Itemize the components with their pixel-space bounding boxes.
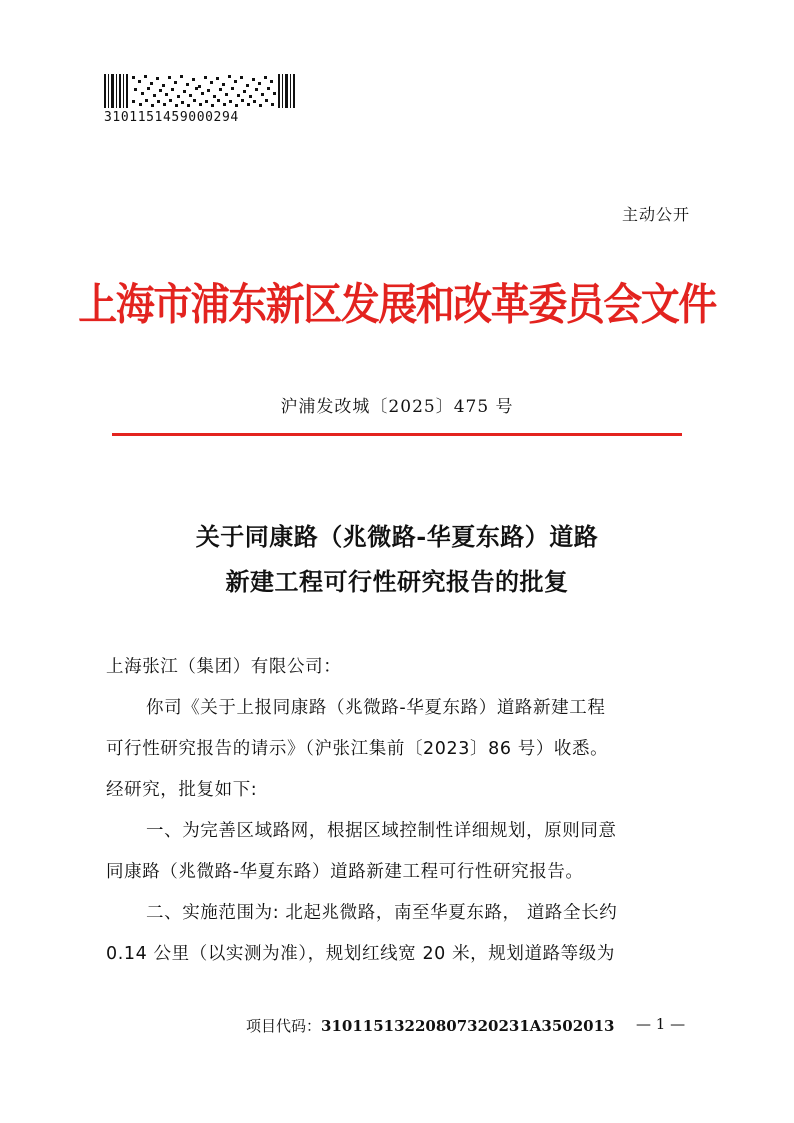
disclosure-label: 主动公开	[621, 205, 690, 224]
subject-title-line-1: 关于同康路（兆微路-华夏东路）道路	[195, 522, 599, 551]
body-paragraph-line: 0.14 公里（以实测为准），规划红线宽 20 米，规划道路等级为	[106, 944, 615, 964]
subject-title-line-2: 新建工程可行性研究报告的批复	[225, 567, 569, 596]
project-code-value: 3101151322080732023​1A3502013	[321, 1017, 615, 1035]
body-paragraph-line: 同康路（兆微路-华夏东路）道路新建工程可行性研究报告。	[106, 862, 584, 882]
body-paragraph-line: 可行性研究报告的请示》（沪张江集前〔2023〕86 号）收悉。	[106, 739, 609, 759]
body-paragraph-line: 你司《关于上报同康路（兆微路-华夏东路）道路新建工程	[146, 698, 606, 718]
page-number: — 1 —	[636, 1015, 686, 1033]
barcode-icon	[104, 74, 295, 108]
body-addressee: 上海张江（集团）有限公司：	[106, 657, 342, 677]
project-code-label: 项目代码：	[246, 1017, 322, 1035]
barcode-number: 3101151459000294	[104, 110, 239, 125]
document-number: 沪浦发改城〔2025〕475 号	[280, 397, 514, 417]
project-code	[246, 1015, 614, 1036]
red-divider	[112, 433, 682, 436]
body-paragraph-line: 经研究，批复如下:	[106, 780, 258, 800]
issuer-title: 上海市浦东新区发展和改革委员会文件	[78, 278, 716, 331]
body-paragraph-line: 二、实施范围为: 北起兆微路，南至华夏东路， 道路全长约	[146, 903, 618, 923]
body-paragraph-line: 一、为完善区域路网，根据区域控制性详细规划，原则同意	[146, 821, 617, 841]
